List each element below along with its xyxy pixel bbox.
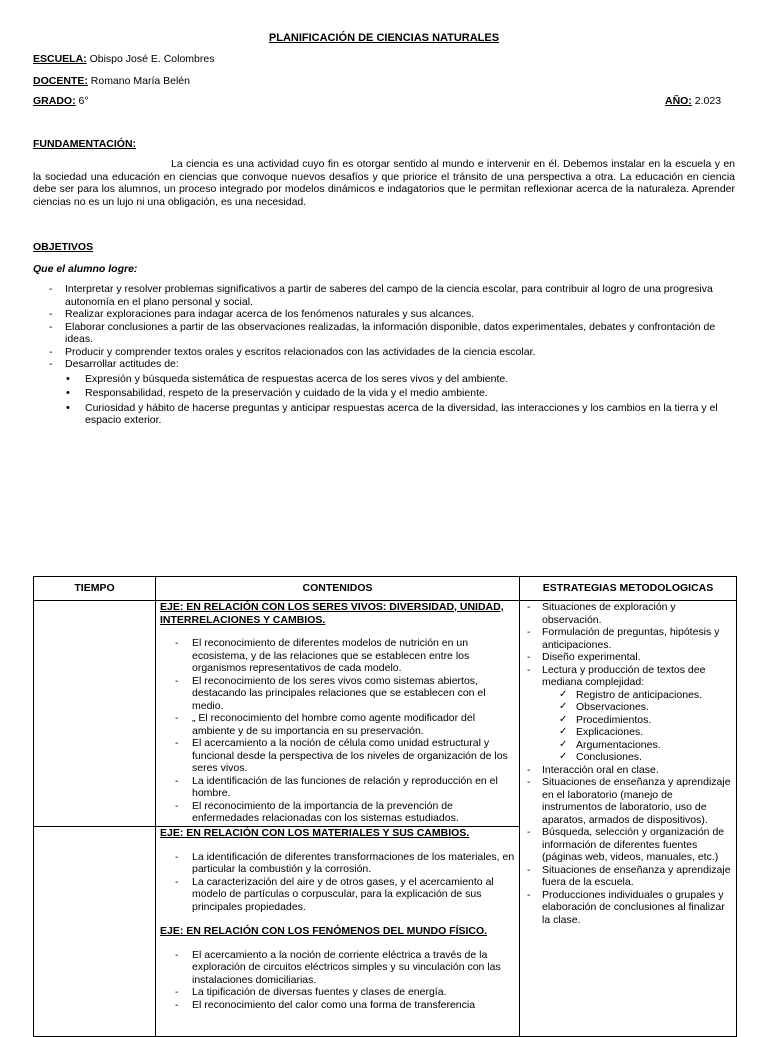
anio-value: 2.023 — [694, 95, 722, 107]
grado-line — [33, 95, 89, 108]
header-tiempo: TIEMPO — [34, 577, 156, 601]
eje-title: EJE: EN RELACIÓN CON LOS FENÓMENOS DEL MUNDO FÍSICO. — [160, 925, 488, 937]
actitud-item: • Responsabilidad, respeto de la preservación y cuidado de la vida y el medio ambiente. — [33, 387, 738, 400]
header-estrategias: ESTRATEGIAS METODOLOGICAS — [520, 577, 737, 601]
check-item: ✓ Argumentaciones. — [542, 739, 732, 752]
table-header-row — [34, 577, 737, 601]
tiempo-cell — [34, 601, 156, 827]
estrategia-item: - Diseño experimental. — [520, 651, 736, 664]
estrategia-item: - Interacción oral en clase. — [520, 764, 736, 777]
contenido-item: - „ El reconocimiento del hombre como agente modificador del ambiente y de su importancia en su preservación. — [156, 712, 519, 737]
anio-label: AÑO: — [665, 95, 692, 107]
check-item: ✓ Registro de anticipaciones. — [542, 689, 732, 702]
contenido-item: - El reconocimiento de la importancia de la prevención de enfermedades relacionadas con los sistemas estudiados. — [156, 800, 519, 825]
contenidos-cell — [156, 601, 520, 827]
fundamentacion-heading: FUNDAMENTACIÓN: — [33, 138, 137, 150]
objetivos-subheading: Que el alumno logre: — [33, 263, 138, 275]
estrategia-item — [520, 664, 736, 764]
planning-table — [33, 576, 737, 1037]
fundamentacion-body: La ciencia es una actividad cuyo fin es otorgar sentido al mundo e intervenir en él. Debemos instalar en la escuela y en la sociedad una educación en ciencias que convoque nuevos desafíos y que priorice el tránsito de una perspectiva a otra. La educación en ciencia debe ser para los alumnos, un proceso integrado por modelos dinámicos e indagatorios que le permitan reflexionar acerca de la naturaleza. Aprender ciencias no es un lujo ni una obligación, es una necesidad. — [33, 158, 735, 208]
contenido-item: - La identificación de las funciones de relación y reproducción en el hombre. — [156, 775, 519, 800]
actitud-item: • Curiosidad y hábito de hacerse preguntas y anticipar respuestas acerca de la diversidad, las interacciones y los cambios en la tierra y el espacio exterior. — [33, 402, 738, 427]
estrategia-text: Lectura y producción de textos dee mediana complejidad: — [542, 663, 706, 688]
objetivo-item: - Desarrollar actitudes de: — [33, 358, 738, 371]
estrategia-item: - Situaciones de exploración y observación. — [520, 601, 736, 626]
grado-value: 6° — [78, 95, 89, 107]
contenido-item: - El acercamiento a la noción de célula como unidad estructural y funcional desde la perspectiva de los niveles de organización de los seres vivos. — [156, 737, 519, 775]
escuela-label: ESCUELA: — [33, 53, 87, 65]
check-item: ✓ Conclusiones. — [542, 751, 732, 764]
eje-title: EJE: EN RELACIÓN CON LOS MATERIALES Y SUS CAMBIOS. — [160, 827, 470, 839]
contenido-item: - El acercamiento a la noción de corriente eléctrica a través de la exploración de circuitos eléctricos simples y su vinculación con las instalaciones domiciliarias. — [156, 949, 519, 987]
contenido-item: - La identificación de diferentes transformaciones de los materiales, en particular la combustión y la corrosión. — [156, 851, 519, 876]
objetivo-item: - Elaborar conclusiones a partir de las observaciones realizadas, la información disponible, datos experimentales, debates y confrontación de ideas. — [33, 321, 738, 346]
contenido-item: - El reconocimiento del calor como una forma de transferencia — [156, 999, 519, 1012]
estrategia-item: - Situaciones de enseñanza y aprendizaje en el laboratorio (manejo de instrumentos de laboratorio, uso de aparatos, armados de dispositivos). — [520, 776, 736, 826]
estrategia-item: - Búsqueda, selección y organización de información de diferentes fuentes (páginas web, videos, manuales, etc.) — [520, 826, 736, 864]
objetivo-item: - Producir y comprender textos orales y escritos relacionados con las actividades de la ciencia escolar. — [33, 346, 738, 359]
check-item: ✓ Explicaciones. — [542, 726, 732, 739]
tiempo-cell — [34, 827, 156, 1037]
check-item: ✓ Observaciones. — [542, 701, 732, 714]
eje-title: EJE: EN RELACIÓN CON LOS SERES VIVOS: DIVERSIDAD, UNIDAD, INTERRELACIONES Y CAMBIOS. — [160, 601, 504, 626]
table-row — [34, 601, 737, 827]
estrategia-item: - Producciones individuales o grupales y elaboración de conclusiones al finalizar la clase. — [520, 889, 736, 927]
docente-label: DOCENTE: — [33, 75, 88, 87]
objetivo-item: - Interpretar y resolver problemas significativos a partir de saberes del campo de la ciencia escolar, para contribuir al logro de una progresiva autonomía en el plano personal y social. — [33, 283, 738, 308]
escuela-line — [33, 53, 214, 66]
objetivos-list — [33, 283, 738, 427]
check-item: ✓ Procedimientos. — [542, 714, 732, 727]
docente-line — [33, 75, 190, 88]
contenido-item: - La tipificación de diversas fuentes y clases de energía. — [156, 986, 519, 999]
docente-value: Romano María Belén — [90, 75, 190, 87]
grado-label: GRADO: — [33, 95, 76, 107]
estrategia-item: - Formulación de preguntas, hipótesis y anticipaciones. — [520, 626, 736, 651]
objetivo-item: - Realizar exploraciones para indagar acerca de los fenómenos naturales y sus alcances. — [33, 308, 738, 321]
escuela-value: Obispo José E. Colombres — [89, 53, 215, 65]
fundamentacion-text — [33, 158, 735, 208]
page-title: PLANIFICACIÓN DE CIENCIAS NATURALES — [268, 32, 500, 44]
estrategias-cell — [520, 601, 737, 1037]
actitud-item: • Expresión y búsqueda sistemática de respuestas acerca de los seres vivos y del ambiente. — [33, 373, 738, 386]
estrategia-item: - Situaciones de enseñanza y aprendizaje fuera de la escuela. — [520, 864, 736, 889]
contenidos-cell — [156, 827, 520, 1037]
anio-line — [665, 95, 721, 108]
contenido-item: - El reconocimiento de los seres vivos como sistemas abiertos, destacando las principales relaciones que se establecen con el medio. — [156, 675, 519, 713]
contenido-item: - La caracterización del aire y de otros gases, y el acercamiento al modelo de partículas o corpuscular, para la explicación de sus principales propiedades. — [156, 876, 519, 914]
objetivos-heading: OBJETIVOS — [33, 241, 94, 253]
header-contenidos: CONTENIDOS — [156, 577, 520, 601]
contenido-item: - El reconocimiento de diferentes modelos de nutrición en un ecosistema, y de las relaciones que se establecen entre los organismos representativos de cada modelo. — [156, 637, 519, 675]
